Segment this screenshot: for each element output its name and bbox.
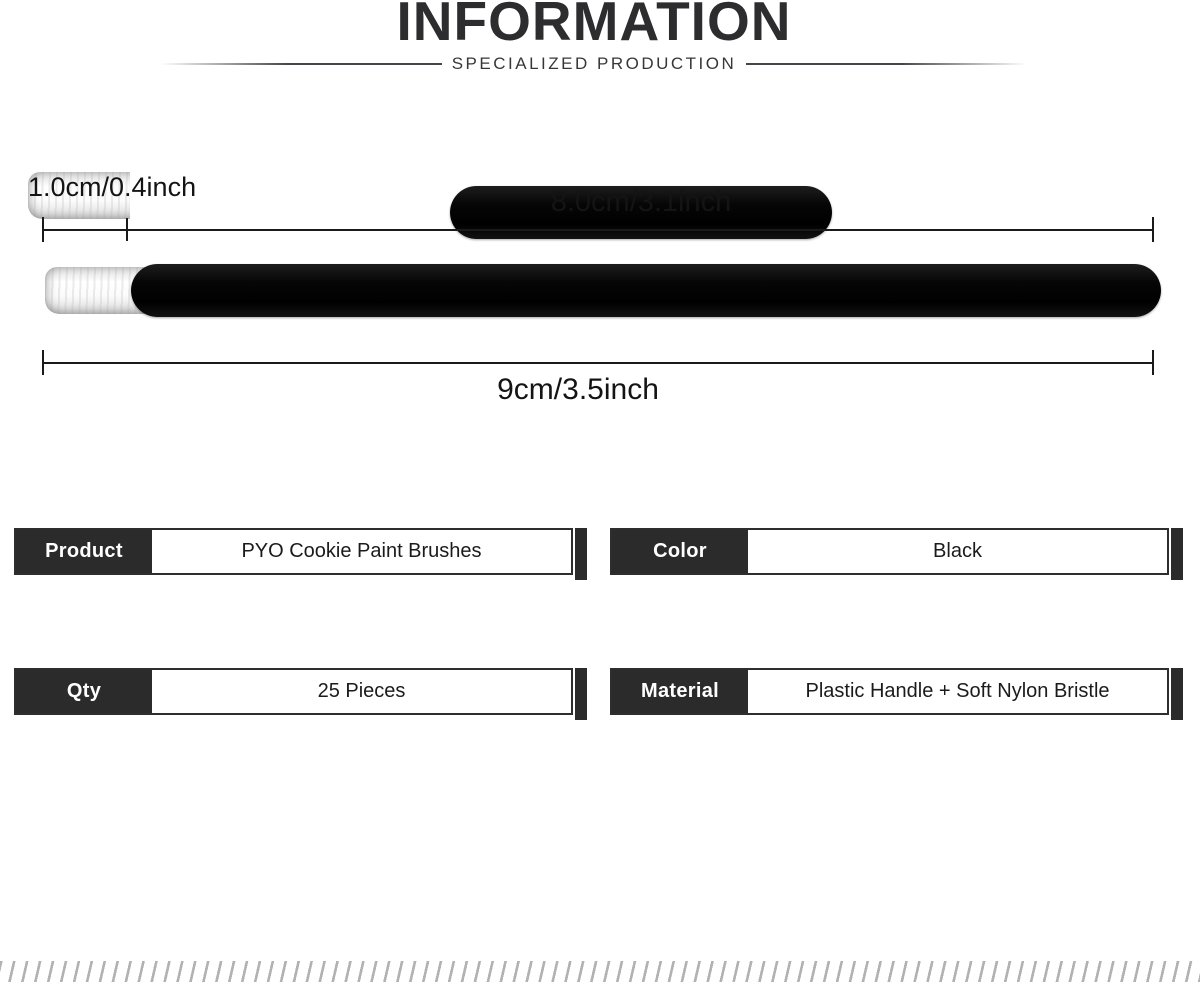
spec-value: 25 Pieces [317, 680, 406, 702]
spec-label: Product [16, 530, 152, 573]
spec-value: Plastic Handle + Soft Nylon Bristle [805, 680, 1110, 702]
dimension-tick [1152, 350, 1154, 375]
spec-row-material [610, 668, 1169, 715]
spec-label: Material [612, 670, 748, 713]
spec-row-product [14, 528, 573, 575]
spec-row-end-cap [575, 528, 587, 580]
dimension-tick [1152, 217, 1154, 242]
page-subtitle: SPECIALIZED PRODUCTION [451, 54, 737, 73]
dimension-tick [126, 218, 128, 241]
bristle-length-label: 1.0cm/0.4inch [28, 172, 130, 219]
spec-row-end-cap [1171, 528, 1183, 580]
subtitle-divider-right [746, 63, 1027, 65]
upper-dimension-line [42, 229, 1154, 231]
spec-label: Color [612, 530, 748, 573]
spec-label: Qty [16, 670, 152, 713]
total-length-label: 9cm/3.5inch [497, 373, 659, 406]
dimension-tick [42, 217, 44, 242]
brush-handle [131, 264, 1161, 317]
subtitle-row [0, 54, 1188, 74]
subtitle-divider-left [161, 63, 442, 65]
dimension-tick [42, 350, 44, 375]
handle-length-label: 8.0cm/3.1inch [450, 186, 832, 239]
spec-row-color [610, 528, 1169, 575]
total-dimension-line [42, 362, 1154, 364]
spec-row-end-cap [575, 668, 587, 720]
page-title: INFORMATION [396, 0, 792, 52]
spec-value: PYO Cookie Paint Brushes [241, 540, 482, 562]
spec-row-qty [14, 668, 573, 715]
spec-value: Black [933, 540, 982, 562]
spec-row-end-cap [1171, 668, 1183, 720]
hatch-border [0, 961, 1200, 982]
